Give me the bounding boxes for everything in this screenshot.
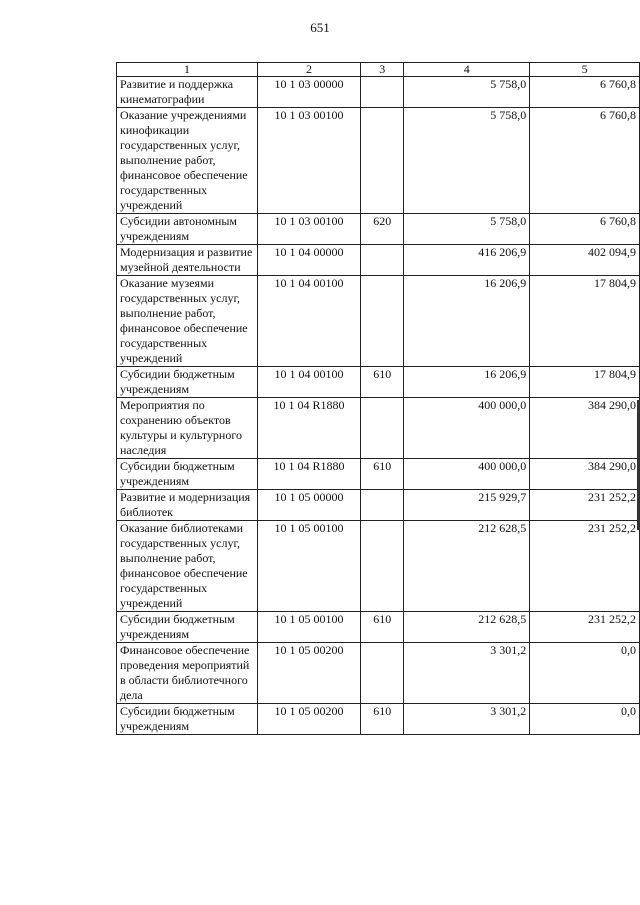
column-header-5: 5 xyxy=(530,63,640,77)
row-name: Субсидии бюджетным учреждениям xyxy=(117,612,258,643)
row-amount-1: 3 301,2 xyxy=(404,704,530,735)
row-expense-type: 620 xyxy=(361,214,404,245)
row-code: 10 1 05 00200 xyxy=(257,704,360,735)
row-name: Субсидии бюджетным учреждениям xyxy=(117,704,258,735)
table-header-row xyxy=(117,63,640,77)
row-expense-type xyxy=(361,276,404,367)
row-amount-2: 6 760,8 xyxy=(530,108,640,214)
row-amount-2: 402 094,9 xyxy=(530,245,640,276)
row-amount-2: 231 252,2 xyxy=(530,521,640,612)
table-row xyxy=(117,643,640,704)
row-code: 10 1 04 R1880 xyxy=(257,459,360,490)
row-amount-2: 17 804,9 xyxy=(530,367,640,398)
row-amount-1: 5 758,0 xyxy=(404,214,530,245)
row-name: Оказание музеями государственных услуг, выполнение работ, финансовое обеспечение государственных учреждений xyxy=(117,276,258,367)
row-expense-type: 610 xyxy=(361,704,404,735)
table-row xyxy=(117,108,640,214)
row-name: Субсидии бюджетным учреждениям xyxy=(117,459,258,490)
row-name: Развитие и модернизация библиотек xyxy=(117,490,258,521)
row-name: Модернизация и развитие музейной деятельности xyxy=(117,245,258,276)
row-amount-1: 212 628,5 xyxy=(404,521,530,612)
row-amount-1: 215 929,7 xyxy=(404,490,530,521)
row-amount-1: 16 206,9 xyxy=(404,276,530,367)
row-amount-1: 212 628,5 xyxy=(404,612,530,643)
row-code: 10 1 05 00000 xyxy=(257,490,360,521)
table-row xyxy=(117,490,640,521)
row-expense-type: 610 xyxy=(361,459,404,490)
row-amount-2: 0,0 xyxy=(530,704,640,735)
row-name: Субсидии автономным учреждениям xyxy=(117,214,258,245)
row-name: Финансовое обеспечение проведения мероприятий в области библиотечного дела xyxy=(117,643,258,704)
row-expense-type: 610 xyxy=(361,612,404,643)
row-amount-2: 6 760,8 xyxy=(530,77,640,108)
row-amount-2: 384 290,0 xyxy=(530,459,640,490)
page-number: 651 xyxy=(310,20,330,35)
row-name: Субсидии бюджетным учреждениям xyxy=(117,367,258,398)
row-code: 10 1 03 00000 xyxy=(257,77,360,108)
row-amount-2: 231 252,2 xyxy=(530,490,640,521)
row-amount-2: 231 252,2 xyxy=(530,612,640,643)
row-expense-type xyxy=(361,398,404,459)
column-header-1: 1 xyxy=(117,63,258,77)
row-amount-2: 6 760,8 xyxy=(530,214,640,245)
row-name: Оказание учреждениями кинофикации государственных услуг, выполнение работ, финансовое обеспечение государственных учреждений xyxy=(117,108,258,214)
row-code: 10 1 04 00000 xyxy=(257,245,360,276)
row-code: 10 1 04 00100 xyxy=(257,367,360,398)
table-row xyxy=(117,276,640,367)
row-amount-1: 16 206,9 xyxy=(404,367,530,398)
row-code: 10 1 04 00100 xyxy=(257,276,360,367)
row-code: 10 1 05 00200 xyxy=(257,643,360,704)
table-row xyxy=(117,214,640,245)
row-amount-1: 5 758,0 xyxy=(404,77,530,108)
row-code: 10 1 05 00100 xyxy=(257,612,360,643)
row-name: Развитие и поддержка кинематографии xyxy=(117,77,258,108)
table-row xyxy=(117,398,640,459)
table-row xyxy=(117,77,640,108)
row-amount-2: 0,0 xyxy=(530,643,640,704)
row-expense-type: 610 xyxy=(361,367,404,398)
row-amount-1: 416 206,9 xyxy=(404,245,530,276)
column-header-4: 4 xyxy=(404,63,530,77)
row-expense-type xyxy=(361,108,404,214)
row-expense-type xyxy=(361,490,404,521)
row-expense-type xyxy=(361,77,404,108)
table-row xyxy=(117,367,640,398)
row-code: 10 1 05 00100 xyxy=(257,521,360,612)
table-row xyxy=(117,459,640,490)
table-row xyxy=(117,612,640,643)
column-header-2: 2 xyxy=(257,63,360,77)
row-code: 10 1 03 00100 xyxy=(257,214,360,245)
row-amount-1: 5 758,0 xyxy=(404,108,530,214)
row-amount-1: 3 301,2 xyxy=(404,643,530,704)
row-amount-1: 400 000,0 xyxy=(404,459,530,490)
row-expense-type xyxy=(361,245,404,276)
row-expense-type xyxy=(361,643,404,704)
row-name: Мероприятия по сохранению объектов культуры и культурного наследия xyxy=(117,398,258,459)
budget-table xyxy=(116,62,640,735)
row-name: Оказание библиотеками государственных услуг, выполнение работ, финансовое обеспечение государственных учреждений xyxy=(117,521,258,612)
row-code: 10 1 03 00100 xyxy=(257,108,360,214)
row-amount-2: 17 804,9 xyxy=(530,276,640,367)
table-row xyxy=(117,245,640,276)
row-amount-1: 400 000,0 xyxy=(404,398,530,459)
table-row xyxy=(117,704,640,735)
column-header-3: 3 xyxy=(361,63,404,77)
table-row xyxy=(117,521,640,612)
row-expense-type xyxy=(361,521,404,612)
row-code: 10 1 04 R1880 xyxy=(257,398,360,459)
row-amount-2: 384 290,0 xyxy=(530,398,640,459)
